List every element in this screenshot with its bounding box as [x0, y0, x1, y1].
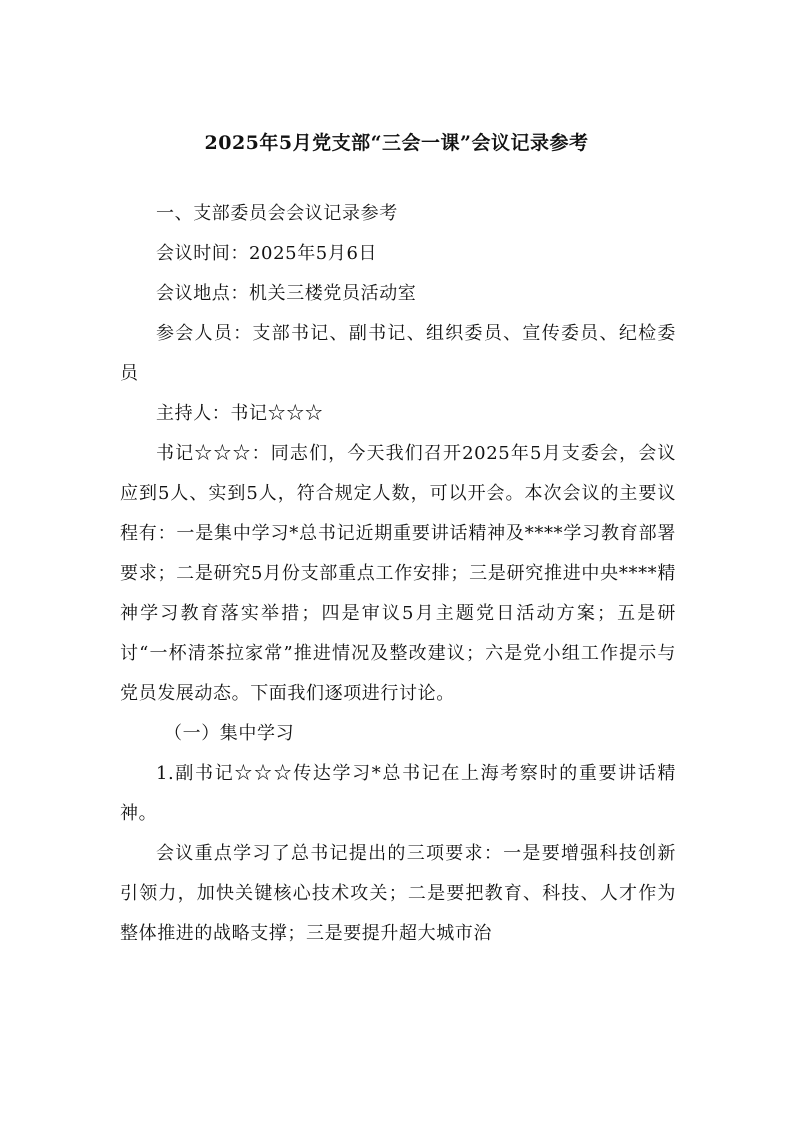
section-heading: 一、支部委员会会议记录参考	[156, 203, 398, 224]
meeting-place: 会议地点：机关三楼党员活动室	[156, 283, 417, 304]
meeting-time: 会议时间：2025年5月6日	[156, 243, 378, 264]
opening-remarks: 书记☆☆☆：同志们，今天我们召开2025年5月支委会，会议应到5人、实到5人，符合规定人数，可以开会。本次会议的主要议程有：一是集中学习*总书记近期重要讲话精神及****学习教育部署要求；二是研究5月份支部重点工作安排；三是研究推进中央****精神学习教育落实举措；四是审议5月主题党日活动方案；五是研讨“一杯清茶拉家常”推进情况及整改建议；六是党小组工作提示与党员发展动态。下面我们逐项进行讨论。	[120, 443, 676, 704]
study-summary: 会议重点学习了总书记提出的三项要求：一是要增强科技创新引领力，加快关键核心技术攻关；二是要把教育、科技、人才作为整体推进的战略支撑；三是要提升超大城市治	[120, 843, 676, 944]
agenda-item: 1.副书记☆☆☆传达学习*总书记在上海考察时的重要讲话精神。	[120, 763, 676, 824]
attendees: 参会人员：支部书记、副书记、组织委员、宣传委员、纪检委员	[120, 323, 676, 384]
document-body	[120, 194, 676, 954]
host: 主持人：书记☆☆☆	[156, 403, 324, 424]
document-title: 2025年5月党支部“三会一课”会议记录参考	[204, 132, 589, 154]
subsection-heading: （一）集中学习	[164, 723, 295, 744]
